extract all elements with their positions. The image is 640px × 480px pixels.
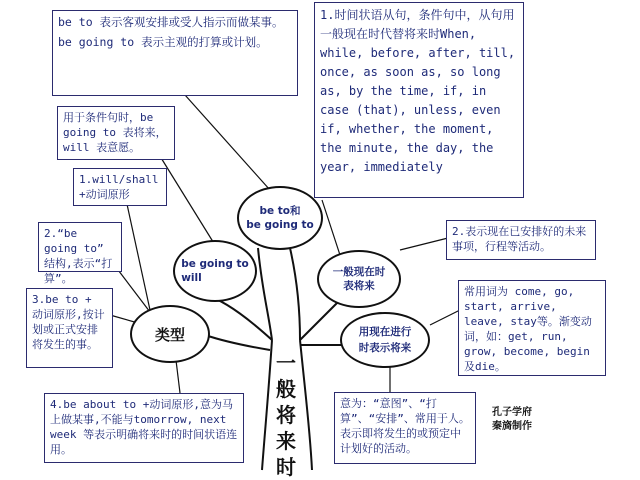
trunk-title xyxy=(266,350,306,480)
signature-line1: 孔子学府 xyxy=(492,407,532,418)
oval-going-to-will xyxy=(173,240,257,302)
oval-be-to-line1: be to和 xyxy=(259,205,301,217)
type4-box xyxy=(44,393,244,463)
signature-line2: 秦旖制作 xyxy=(492,421,532,432)
trunk-char-2: 般 xyxy=(276,377,296,401)
oval-types xyxy=(130,305,210,363)
type1-line1: 1.will/shall xyxy=(79,173,159,186)
oval-present-progressive xyxy=(340,312,430,368)
meaning-text: 意为：“意图”、“打算”、“安排”、常用于人。表示即将发生的或预定中计划好的活动。 xyxy=(340,397,470,455)
trunk-char-4: 来 xyxy=(276,429,296,453)
type4-text: 4.be about to +动词原形,意为马上做某事,不能与tomorrow, next week 等表示明确将来时的时间状语连用。 xyxy=(50,398,238,456)
oval-present-simple-line1: 一般现在时 xyxy=(332,266,386,278)
oval-present-simple-line2: 表将来 xyxy=(343,280,375,292)
trunk-char-5: 时 xyxy=(276,455,296,479)
meaning-box xyxy=(334,392,476,464)
oval-be-to-line2: be going to xyxy=(246,219,314,231)
type3-box xyxy=(26,288,113,368)
signature xyxy=(492,406,562,434)
type1-line2: +动词原形 xyxy=(79,188,130,201)
oval-present-simple xyxy=(317,250,401,308)
oval-going-line1: be going to xyxy=(181,258,249,270)
type3-text: 3.be to + 动词原形,按计划或正式安排将发生的事。 xyxy=(32,293,105,351)
rule2-box xyxy=(446,220,596,260)
rule1-box xyxy=(314,2,524,198)
be-to-vs-going-to-box xyxy=(52,10,298,96)
conditional-box xyxy=(57,106,175,160)
be-going-to-text: be going to 表示主观的打算或计划。 xyxy=(58,35,268,49)
oval-be-to-going-to xyxy=(237,186,323,250)
types-label: 类型 xyxy=(154,325,185,344)
common-words-box xyxy=(458,280,606,376)
rule2-text: 2.表示现在已安排好的未来事项，行程等活动。 xyxy=(452,225,587,253)
common-words-text: 常用词为 come, go, start, arrive, leave, stay等。渐变动词，如：get, run, grow, become, begin及die。 xyxy=(464,285,592,373)
type2-box xyxy=(38,222,122,285)
conditional-text: 用于条件句时，be going to 表将来，will 表意愿。 xyxy=(63,111,167,154)
oval-progressive-line2: 时表示将来 xyxy=(358,342,412,354)
trunk-char-1: 一 xyxy=(276,351,296,375)
rule1-text: 1.时间状语从句，条件句中，从句用一般现在时代替将来时When, while, before, after, till, once, as soon as, so long as, by the time, if, in case (that), unless, even if, whether, the moment, the minute, the day, the year, immediately xyxy=(320,8,516,174)
oval-going-line2: will xyxy=(181,272,202,284)
type2-text: 2.“be going to” 结构,表示“打算”。 xyxy=(44,227,113,285)
be-to-text: be to 表示客观安排或受人指示而做某事。 xyxy=(58,15,284,29)
trunk-char-3: 将 xyxy=(276,403,296,427)
oval-progressive-line1: 用现在进行 xyxy=(358,326,412,338)
type1-box xyxy=(73,168,167,206)
